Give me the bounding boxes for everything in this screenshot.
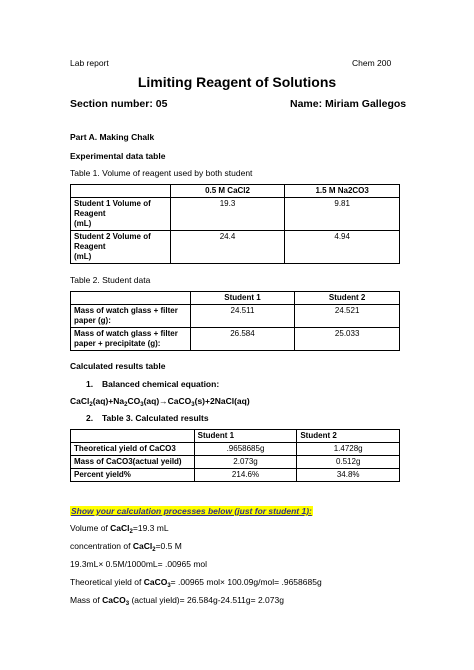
table2-header-row (71, 292, 400, 305)
header-left: Lab report (70, 58, 109, 68)
row-label-line3: (mL) (74, 219, 92, 228)
row-label-line2: Reagent (74, 209, 106, 218)
table1-header-row (71, 185, 400, 198)
row-label-line1: Mass of watch glass + filter (74, 329, 178, 338)
item2-text: Table 3. Calculated results (102, 413, 209, 423)
experimental-heading: Experimental data table (70, 151, 166, 161)
row-label-line1: Student 2 Volume of (74, 232, 151, 241)
table-row (71, 469, 400, 482)
chemical-equation: $CaCl_2(aq)+Na_2CO_3(aq)\to CaCO_3(s)+2NaCl(aq)$ (70, 396, 250, 408)
table3-cell: 2.073g (194, 456, 297, 469)
calc-heading: Calculated results table (70, 361, 166, 371)
table1-cell: 19.3 (170, 198, 285, 231)
table2-caption: Table 2. Student data (70, 275, 151, 285)
part-a-heading: Part A. Making Chalk (70, 132, 155, 142)
work-line-theoretical-yield: Theoretical yield of CaCO$_3$= .00965 mol× 100.09g/mol= .9658685g (70, 577, 322, 589)
table2-col2-header: Student 2 (295, 292, 400, 305)
table1-cell: 9.81 (285, 198, 400, 231)
table3-row-label: Percent yield% (71, 469, 195, 482)
table-row (71, 231, 400, 264)
table2-col1-header: Student 1 (190, 292, 295, 305)
row-label-line1: Mass of watch glass + filter (74, 306, 178, 315)
table-row (71, 198, 400, 231)
table3-col2-header: Student 2 (297, 430, 400, 443)
work-line-concentration: concentration of CaCl$_2$=0.5 M (70, 541, 182, 553)
table-row (71, 443, 400, 456)
table2-row-label (71, 328, 191, 351)
table2-cell: 26.584 (190, 328, 295, 351)
row-label-line1: Student 1 Volume of (74, 199, 151, 208)
work-line-moles: 19.3mL× 0.5M/1000mL= .00965 mol (70, 559, 208, 569)
table2-cell: 24.511 (190, 305, 295, 328)
table3-header-row (71, 430, 400, 443)
item1-number: 1. (86, 379, 94, 389)
item1-text: Balanced chemical equation: (102, 379, 220, 389)
work-line-volume: Volume of CaCl$_2$=19.3 mL (70, 523, 169, 535)
section-number: Section number: 05 (70, 98, 168, 110)
row-label-line2: Reagent (74, 242, 106, 251)
table3-cell: .9658685g (194, 443, 297, 456)
table2-cell: 25.033 (295, 328, 400, 351)
page-title: Limiting Reagent of Solutions (137, 74, 337, 90)
table1-row-label (71, 198, 171, 231)
table-row (71, 305, 400, 328)
table3-row-label: Theoretical yield of CaCO3 (71, 443, 195, 456)
table3-corner (71, 430, 195, 443)
table1-cell: 24.4 (170, 231, 285, 264)
table1-corner (71, 185, 171, 198)
table2-cell: 24.521 (295, 305, 400, 328)
table3-row-label: Mass of CaCO3(actual yeild) (71, 456, 195, 469)
table1-cell: 4.94 (285, 231, 400, 264)
table3-col1-header: Student 1 (194, 430, 297, 443)
table1-col2-header: 1.5 M Na2CO3 (285, 185, 400, 198)
table3-cell: 214.6% (194, 469, 297, 482)
row-label-line2: paper (g): (74, 316, 111, 325)
table3 (70, 429, 400, 482)
table3-cell: 0.512g (297, 456, 400, 469)
header-right: Chem 200 (352, 58, 392, 68)
calculation-prompt: Show your calculation processes below (just for student 1): (71, 506, 312, 516)
table2-row-label (71, 305, 191, 328)
table-row (71, 328, 400, 351)
row-label-line2: paper + precipitate (g): (74, 339, 161, 348)
table2-corner (71, 292, 191, 305)
item2-number: 2. (86, 413, 94, 423)
table1 (70, 184, 400, 264)
table3-cell: 34.8% (297, 469, 400, 482)
table2 (70, 291, 400, 351)
table-row (71, 456, 400, 469)
work-line-actual-mass: Mass of CaCO$_3$ (actual yield)= 26.584g-24.511g= 2.073g (70, 595, 284, 607)
table1-row-label (71, 231, 171, 264)
table1-col1-header: 0.5 M CaCl2 (170, 185, 285, 198)
table3-cell: 1.4728g (297, 443, 400, 456)
row-label-line3: (mL) (74, 252, 92, 261)
table1-caption: Table 1. Volume of reagent used by both student (70, 168, 253, 178)
student-name: Name: Miriam Gallegos (290, 98, 407, 110)
